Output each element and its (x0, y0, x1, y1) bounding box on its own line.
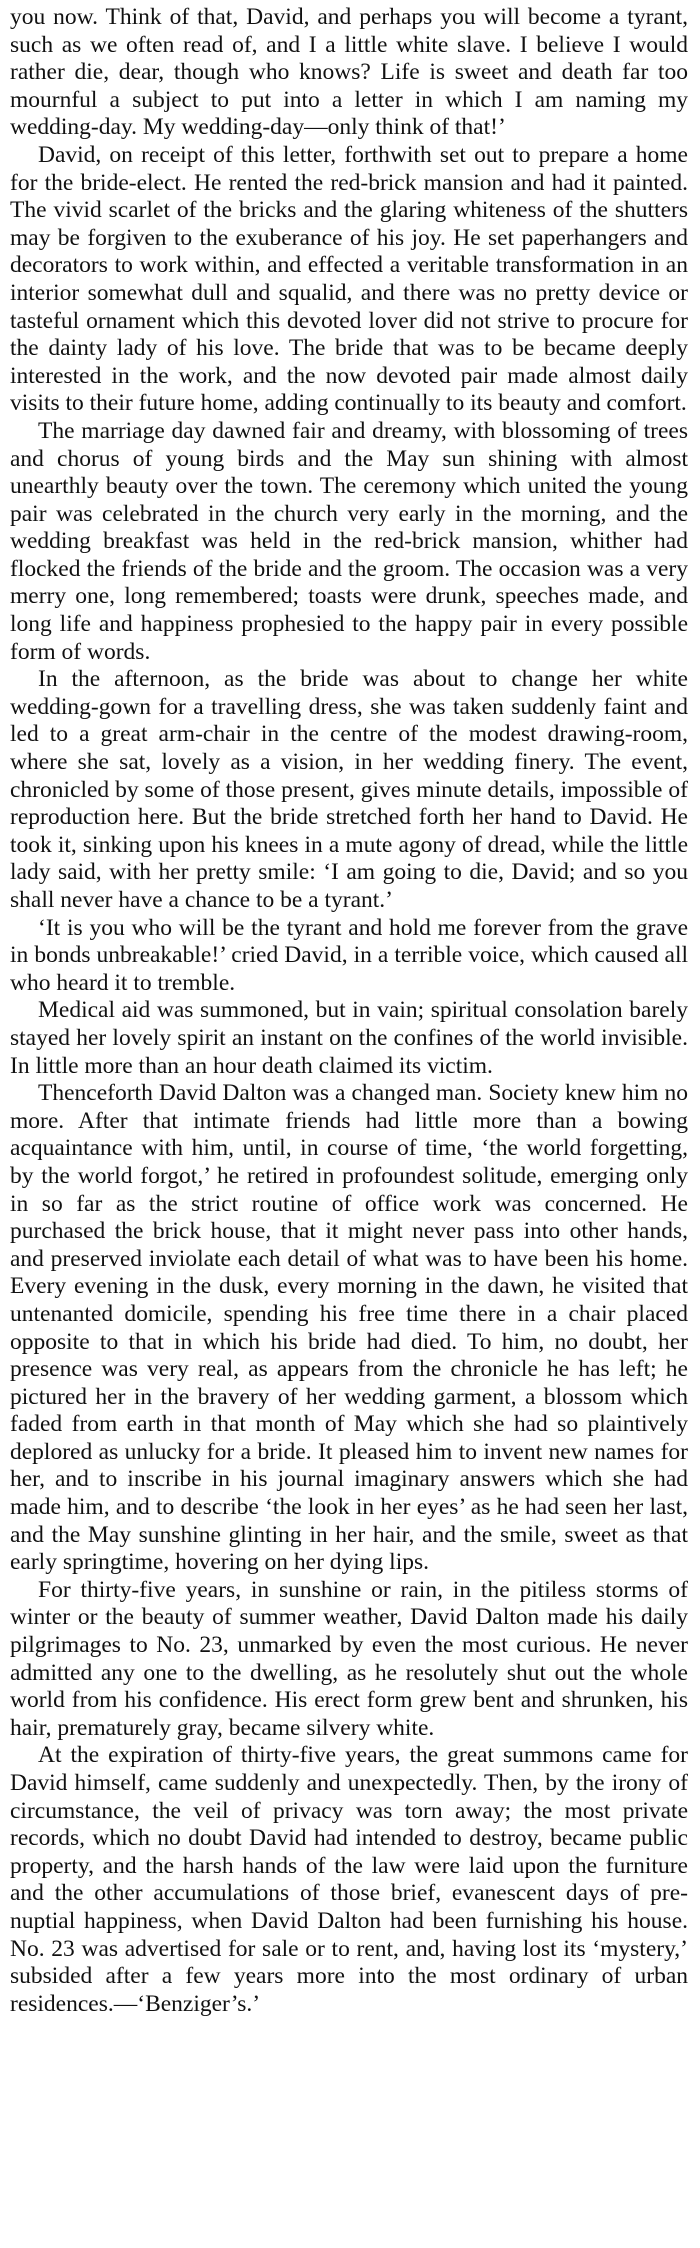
article-paragraph: The marriage day dawned fair and dreamy, with blossoming of trees and chorus of young birds and the May sun shining with almost unearthly beauty over the town. The ceremony which united the young pair was celebrated in the church very early in the morning, and the wedding breakfast was held in the red-brick mansion, whither had flocked the friends of the bride and the groom. The occasion was a very merry one, long remembered; toasts were drunk, speeches made, and long life and happiness prophesied to the happy pair in every possible form of words. (10, 417, 688, 665)
article-paragraph: At the expiration of thirty-five years, the great summons came for David himself, came suddenly and unexpectedly. Then, by the irony of circumstance, the veil of privacy was torn away; the most private records, which no doubt David had intended to destroy, became public property, and the harsh hands of the law were laid upon the furniture and the other accumulations of those brief, evanescent days of pre-nuptial happiness, when David Dalton had been furnishing his house. No. 23 was advertised for sale or to rent, and, having lost its ‘mystery,’ subsided after a few years more into the most ordinary of urban residences.—‘Benziger’s.’ (10, 1742, 688, 2017)
article-paragraph: David, on receipt of this letter, forthwith set out to prepare a home for the bride-elect. He rented the red-brick mansion and had it painted. The vivid scarlet of the bricks and the glaring whiteness of the shutters may be forgiven to the exuberance of his joy. He set paperhangers and decorators to work within, and effected a veritable transformation in an interior somewhat dull and squalid, and there was no pretty device or tasteful ornament which this devoted lover did not strive to procure for the dainty lady of his love. The bride that was to be became deeply interested in the work, and the now devoted pair made almost daily visits to their future home, adding continually to its beauty and comfort. (10, 141, 688, 417)
article-paragraph: For thirty-five years, in sunshine or rain, in the pitiless storms of winter or the beauty of summer weather, David Dalton made his daily pilgrimages to No. 23, unmarked by even the most curious. He never admitted any one to the dwelling, as he resolutely shut out the whole world from his confidence. His erect form grew bent and shrunken, his hair, prematurely gray, became silvery white. (10, 1576, 688, 1741)
article-paragraph: In the afternoon, as the bride was about to change her white wedding-gown for a travelling dress, she was taken suddenly faint and led to a great arm-chair in the centre of the modest drawing-room, where she sat, lovely as a vision, in her wedding finery. The event, chronicled by some of those present, gives minute details, impossible of reproduction here. But the bride stretched forth her hand to David. He took it, sinking upon his knees in a mute agony of dread, while the little lady said, with her pretty smile: ‘I am going to die, David; and so you shall never have a chance to be a tyrant.’ (10, 666, 688, 913)
article-paragraph: ‘It is you who will be the tyrant and hold me forever from the grave in bonds unbreakable!’ cried David, in a terrible voice, which caused all who heard it to tremble. (10, 914, 688, 996)
article-paragraph: Thenceforth David Dalton was a changed man. Society knew him no more. After that intimate friends had little more than a bowing acquaintance with him, until, in course of time, ‘the world forgetting, by the world forgot,’ he retired in profoundest solitude, emerging only in so far as the strict routine of office work was concerned. He purchased the brick house, that it might never pass into other hands, and preserved inviolate each detail of what was to have been his home. Every evening in the dusk, every morning in the dawn, he visited that untenanted domicile, spending his free time there in a chair placed opposite to that in which his bride had died. To him, no doubt, her presence was very real, as appears from the chronicle he has left; he pictured her in the bravery of her wedding garment, a blossom which faded from earth in that month of May which she had so plaintively deplored as unlucky for a bride. It pleased him to invent new names for her, and to inscribe in his journal imaginary answers which she had made him, and to describe ‘the look in her eyes’ as he had seen her last, and the May sunshine glinting in her hair, and the smile, sweet as that early springtime, hovering on her dying lips. (10, 1080, 688, 1576)
article-paragraph: Medical aid was summoned, but in vain; spiritual consolation barely stayed her lovely spirit an instant on the confines of the world invisible. In little more than an hour death claimed its victim. (10, 997, 688, 1079)
article-paragraph: you now. Think of that, David, and perhaps you will become a tyrant, such as we often read of, and I a little white slave. I believe I would rather die, dear, though who knows? Life is sweet and death far too mournful a subject to put into a letter in which I am naming my wedding-day. My wedding-day—only think of that!’ (10, 4, 688, 141)
